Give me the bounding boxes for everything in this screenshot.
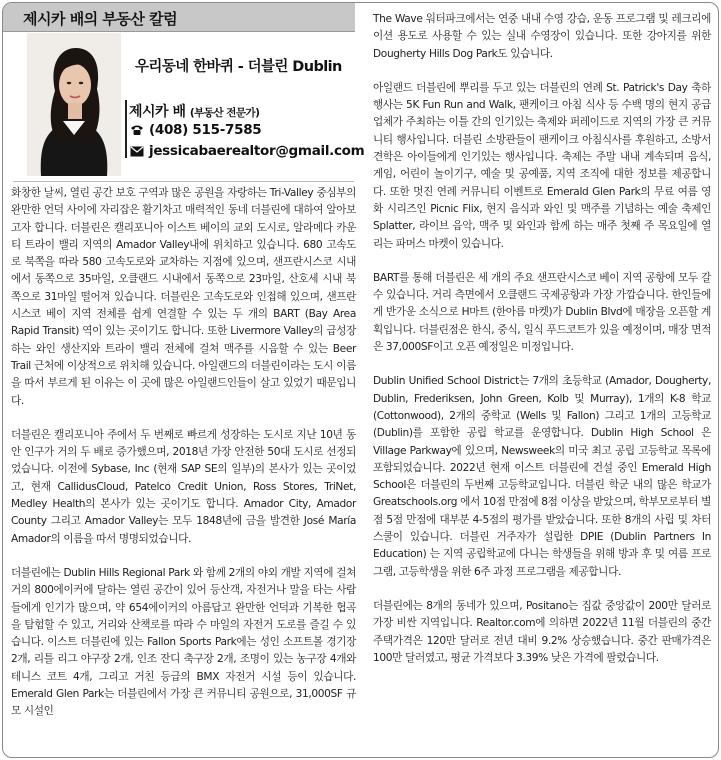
- author-name-line: [129, 101, 259, 121]
- right-paragraph-3: BART를 통해 더블린은 세 개의 주요 샌프란시스코 베이 지역 공항에 모두 갈 수 있습니다. 거리 측면에서 오클랜드 국제공항과 가장 가깝습니다. 한인들에게 반가운 소식으로 H마트 (한아름 마켓)가 Dublin Blvd에 매장을 오픈할 계획입니다. 더블린점은 한식, 중식, 일식 푸드코트가 있을 예정이며, 매장 면적은 37,000SF이고 오픈 예정일은 미정입니다.: [373, 271, 711, 354]
- envelope-icon: [129, 146, 145, 157]
- column-banner-title: 제시카 배의 부동산 칼럼: [23, 10, 178, 28]
- author-title: (부동산 전문가): [189, 107, 260, 119]
- right-paragraph-5: 더블린에는 8개의 동네가 있으며, Positano는 집값 중앙값이 200만 달러로 가장 비싼 지역입니다. Realtor.com에 의하면 2022년 11월 더블린의 중간 주택가격은 120만 달러로 전년 대비 9.2% 상승했습니다. 중간 판매가격은 100만 달러였고, 평균 가격보다 3.39% 낮은 가격에 팔렸습니다.: [373, 599, 711, 664]
- author-phone: [129, 122, 261, 138]
- author-name: 제시카 배: [129, 104, 186, 120]
- right-paragraph-2: 아일랜드 더블린에 뿌리를 두고 있는 더블린의 연례 St. Patrick's Day 축하 행사는 5K Fun Run and Walk, 팬케이크 아침 식사 등 수백 명의 현지 공급업체가 주최하는 이틀 간의 인기있는 축제와 퍼레이드로 지역의 가장 큰 커뮤니티 행사입니다. 더블린 소방관들이 팬케이크 아침식사를 후원하고, 소방서 견학은 아이들에게 인기있는 행사입니다. 축제는 주말 내내 계속되며 음식, 게임, 어린이 놀이기구, 예술 및 공예품, 지역 조직에 대한 정보를 제공합니다. 또한 멋진 연례 커뮤니티 이벤트로 Emerald Glen Park의 무료 여름 영화 시리즈인 Picnic Flix, 현지 음식과 와인 및 맥주를 기념하는 예술 축제인 Splatter, 라이브 음악, 맥주 및 와인과 함께 하는 매주 첫째 주 목요일에 열리는 파머스 마켓이 있습니다.: [373, 81, 711, 250]
- right-paragraph-1: The Wave 워터파크에서는 연중 내내 수영 강습, 운동 프로그램 및 레크리에이션 용도로 사용할 수 있는 실내 수영장이 있습니다. 또한 강아지를 위한 Dougherty Hills Dog Park도 있습니다.: [373, 13, 711, 60]
- left-body: [11, 185, 356, 721]
- left-paragraph-2: 더블린은 캘리포니아 주에서 두 번째로 빠르게 성장하는 도시로 지난 10년 동안 인구가 거의 두 배로 증가했으며, 2018년 가장 안전한 50대 도시로 선정되었습니다. 이전에 Sybase, Inc (현재 SAP SE의 일부)의 본사가 있는 곳이었고, 현재 CallidusCloud, Patelco Credit Union, Ross Stores, TriNet, Medley Health의 본사가 있는 곳이기도 합니다. Amador City, Amador County 그리고 Amador Valley는 모두 1848년에 금을 발견한 José María Amador의 이름을 따서 명명되었습니다.: [11, 428, 356, 545]
- author-info-bar: [125, 100, 127, 158]
- article-headline: 우리동네 한바퀴 - 더블린 Dublin: [135, 59, 342, 75]
- left-column: [11, 3, 365, 718]
- author-portrait-image: [27, 33, 121, 176]
- right-paragraph-4: Dublin Unified School District는 7개의 초등학교 (Amador, Dougherty, Dublin, Frederiksen, John Green, Kolb 및 Murray), 1개의 K-8 학교 (Cottonwood), 2개의 중학교 (Wells 및 Fallon) 그리고 1개의 고등학교 (Dublin)를 포함한 공립 학교를 운영합니다. Dublin High School 은 Village Parkway에 있으며, Newsweek의 미국 최고 공립 고등학교 목록에 포함되었습니다. 2022년 현재 이스트 더블린에 건설 중인 Emerald High School은 더블린의 두번째 고등학교입니다. 더블린 학군 내의 많은 학교가 Greatschools.org 에서 10점 만점에 8점 이상을 받았으며, 학부모로부터 별점 5점 만점에 대부분 4-5점의 평가를 받았습니다. 또한 8개의 사립 및 차터 스쿨이 있습니다. 더블린 거주자가 설립한 DPIE (Dublin Partners In Education) 는 지역 공립학교에 다니는 학생들을 위해 방과 후 및 여름 프로그램, 고등학생을 위한 6주 과정 프로그램을 제공합니다.: [373, 375, 712, 578]
- left-paragraph-1: 화창한 날씨, 열린 공간 보호 구역과 많은 공원을 자랑하는 Tri-Valley 중심부의 완만한 언덕 사이에 자리잡은 활기차고 매력적인 동네 더블린에 대하여 알아보고자 합니다. 더블린은 캘리포니아 이스트 베이의 교외 도시로, 알라메다 카운티 트라이 밸리 지역의 Amador Valley내에 위치하고 있습니다. 680 고속도로 북쪽을 따라 580 고속도로와 교차하는 지점에 있으며, 샌프란시스코 시내에서 동쪽으로 35마일, 오클랜드 시내에서 동쪽으로 23마일, 산호세 시내 북쪽으로 31마일 떨어져 있습니다. 더블린은 고속도로와 인접해 있으며, 샌프란시스코 베이 지역 전체를 쉽게 연결할 수 있는 두 개의 BART (Bay Area Rapid Transit) 역이 있는 곳이기도 합니다. 또한 Livermore Valley의 급성장하는 와인 생산지와 트라이 밸리 전체에 걸쳐 맥주를 시음할 수 있는 Beer Trail 근처에 이상적으로 위치해 있습니다. 아일랜드의 더블린이라는 도시 이름을 따서 부르게 된 이유는 이 곳에 많은 아일랜드인들이 살고 있었기 때문입니다.: [11, 187, 356, 407]
- author-email-text[interactable]: jessicabaerealtor@gmail.com: [149, 143, 365, 159]
- author-phone-text: (408) 515-7585: [149, 122, 262, 138]
- left-paragraph-3: 더블린에는 Dublin Hills Regional Park 와 함께 2개의 야외 개발 지역에 걸쳐 거의 800에이커에 달하는 열린 공간이 있어 등산객, 자전거나 말을 타는 사람들에게 인기가 많으며, 약 654에이커의 아름답고 완만한 언덕과 기복한 협곡을 탐험할 수 있고, 거리와 산책로를 따라 수 마일의 자전거 도로를 즐길 수 있습니다. 이스트 더블린에 있는 Fallon Sports Park에는 성인 소프트볼 경기장 2개, 리틀 리그 야구장 2개, 인조 잔디 축구장 2개, 조명이 있는 농구장 4개와 테니스 코트 4개, 그리고 거친 등급의 BMX 자전거 시설 등이 있습니다. Emerald Glen Park는 더블린에서 가장 큰 커뮤니티 공원으로, 31,000SF 규모 시설인: [11, 566, 356, 718]
- article-frame: [2, 2, 719, 758]
- phone-icon: [129, 124, 145, 136]
- column-banner: [3, 3, 355, 32]
- author-photo: [27, 33, 121, 176]
- header-divider: [13, 181, 354, 182]
- author-email[interactable]: [129, 143, 364, 159]
- right-column: [373, 11, 711, 667]
- column-header: [11, 3, 365, 183]
